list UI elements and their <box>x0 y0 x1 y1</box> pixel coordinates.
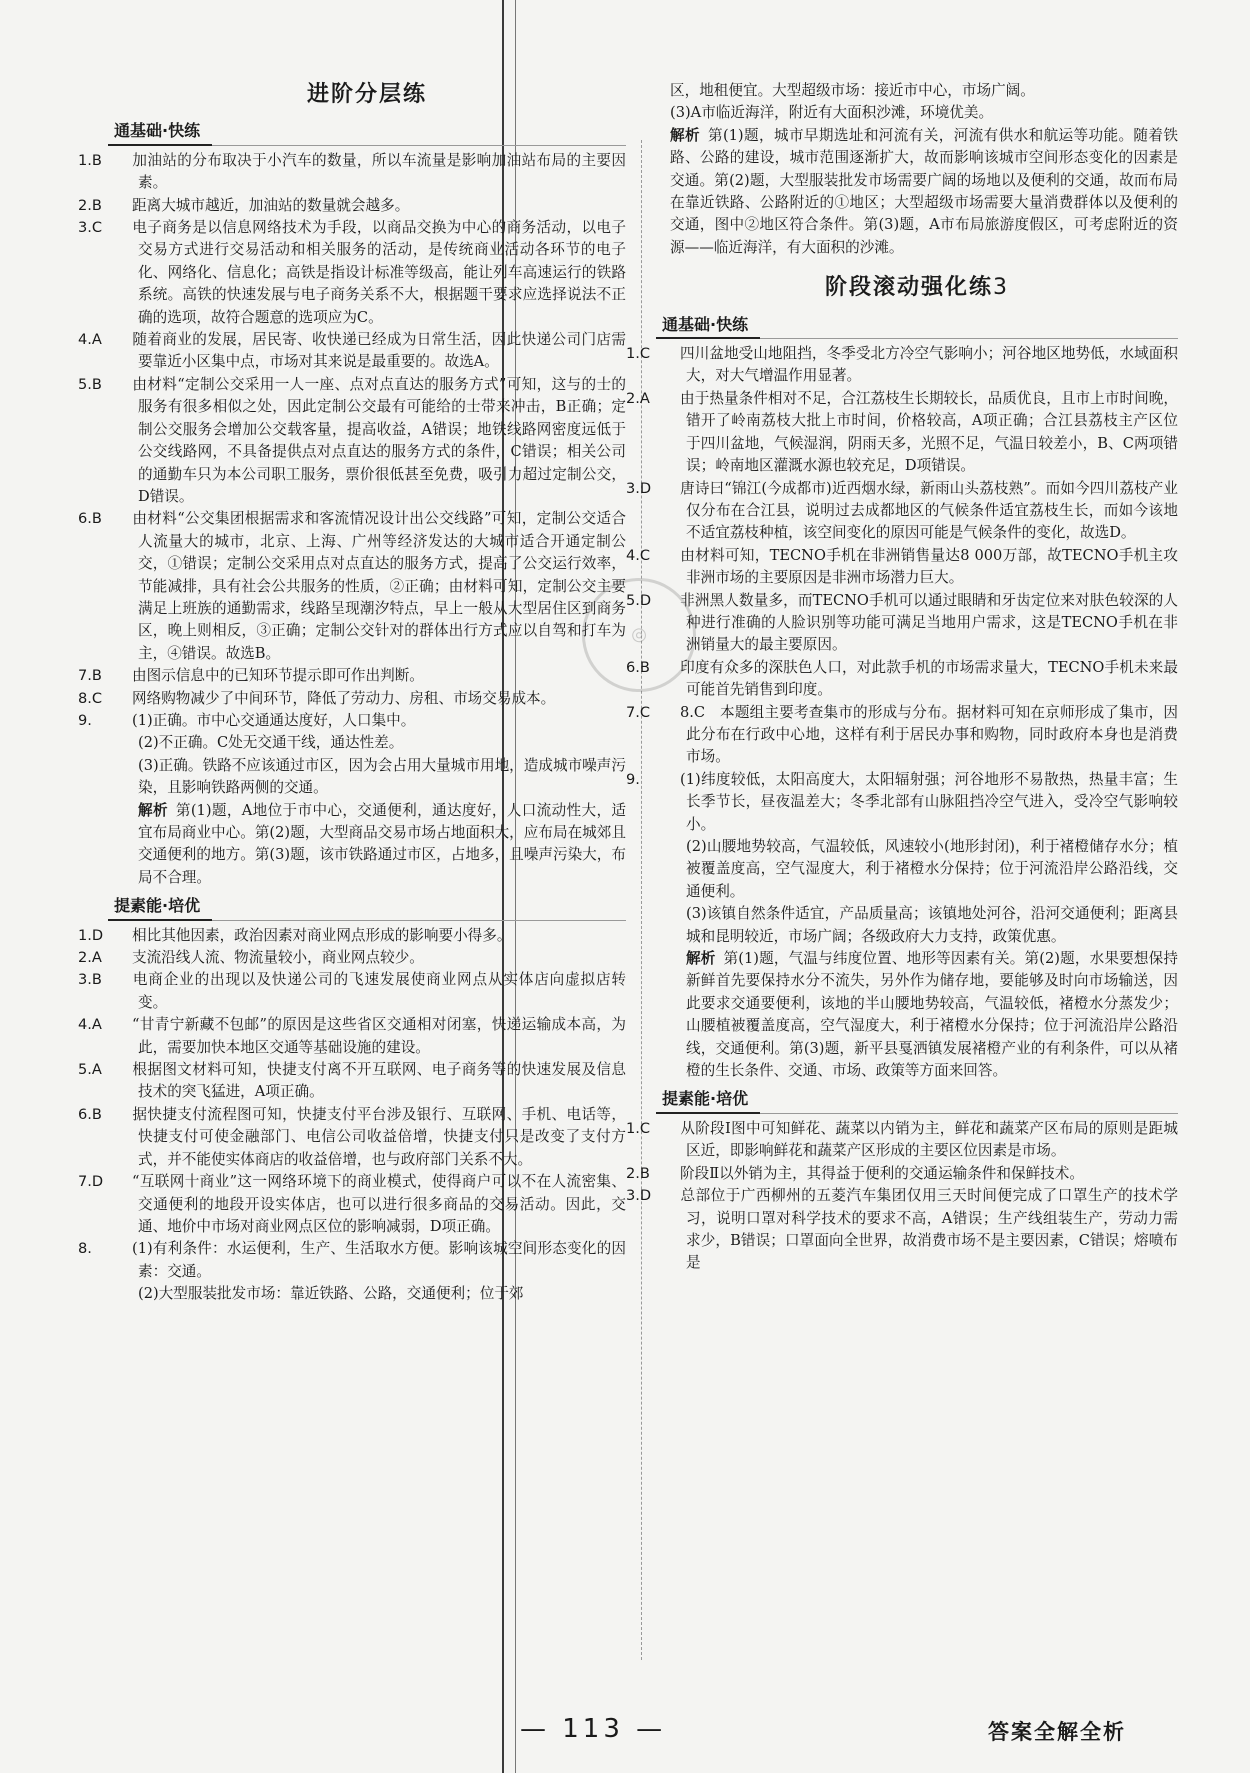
answer-key: 4.C <box>626 546 651 564</box>
answer-text: 网络购物减少了中间环节，降低了劳动力、房租、市场交易成本。 <box>132 689 556 707</box>
answer-text: 加油站的分布取决于小汽车的数量，所以车流量是影响加油站布局的主要因素。 <box>132 151 626 192</box>
answer-item <box>78 1014 626 1059</box>
left-column <box>78 80 626 1306</box>
answer-list-advanced-left <box>78 925 626 1284</box>
answer-item <box>78 508 626 665</box>
analysis-text: 第(1)题，城市早期选址和河流有关，河流有供水和航运等功能。随着铁路、公路的建设，城市范围逐渐扩大，故而影响该城市空间形态变化的因素是交通。第(2)题，大型服装批发市场需要广阔的场地以及便利的交通，故而布局在靠近铁路、公路附近的①地区；大型超级市场需要大量消费群体以及便利的交通，图中②地区符合条件。第(3)题，A市布局旅游度假区，可考虑附近的资源——临近海洋，有大面积的沙滩。 <box>670 126 1178 256</box>
answer-key: 4.A <box>78 331 102 349</box>
answer-text: 四川盆地受山地阻挡，冬季受北方冷空气影响小；河谷地区地势低，水域面积大，对大气增温作用显著。 <box>680 345 1178 385</box>
answer-text: 总部位于广西柳州的五菱汽车集团仅用三天时间便完成了口罩生产的技术学习，说明口罩对科学技术的要求不高，A错误；生产线组装生产，劳动力需求少，B错误；口罩面向全世界，故消费市场不是主要因素，C错误；熔喷布是 <box>680 1187 1178 1272</box>
watermark-stamp: ◎ <box>571 567 706 702</box>
answer-item <box>78 925 626 947</box>
answer-text: 支流沿线人流、物流量较小，商业网点较少。 <box>132 949 424 967</box>
answer-item <box>626 1185 1178 1275</box>
right-column <box>626 80 1178 1275</box>
analysis-label: 解析 <box>686 950 716 968</box>
column-divider <box>641 140 642 1660</box>
answer-text: 随着商业的发展，居民寄、收快递已经成为日常生活，因此快递公司门店需要靠近小区集中点，市场对其来说是最重要的。故选A。 <box>132 331 626 371</box>
subsection-advanced-left: 提素能·培优 <box>108 893 626 920</box>
answer-text: 距离大城市越近，加油站的数量就会越多。 <box>132 196 410 214</box>
answer-list-basic-right <box>626 343 1178 836</box>
answer-key: 9. <box>626 770 640 788</box>
answer-key: 9. <box>78 711 92 729</box>
answer-key: 1.C <box>626 1119 651 1137</box>
answer-key: 5.B <box>78 375 102 393</box>
answer-key: 2.B <box>78 196 102 214</box>
answer-key: 3.C <box>78 219 103 237</box>
answer-key: 3.D <box>626 1187 652 1205</box>
answer-key: 6.B <box>626 658 650 676</box>
answer-key: 7.C <box>626 703 651 721</box>
answer-item <box>626 478 1178 545</box>
answer-text: 非洲黑人数量多，而TECNO手机可以通过眼睛和牙齿定位来对肤色较深的人种进行准确的人脸识别等功能可满足当地用户需求，这是TECNO手机在非洲销量大的最主要原因。 <box>680 591 1178 654</box>
answer-text: 由材料可知，TECNO手机在非洲销售量达8 000万部，故TECNO手机主攻非洲市场的主要原因是非洲市场潜力巨大。 <box>680 546 1178 587</box>
answer-text: 唐诗曰“锦江(今成都市)近西烟水绿，新雨山头荔枝熟”。而如今四川荔枝产业仅分布在合江县，说明过去成都地区的气候条件适宜荔枝生长，而如今该地不适宜荔枝种植，该空间变化的原因可能是气候条件的变化，故选D。 <box>680 479 1178 542</box>
answer-item <box>78 329 626 374</box>
answer-text: 据快捷支付流程图可知，快捷支付平台涉及银行、互联网、手机、电话等，快捷支付可使金融部门、电信公司收益倍增，快捷支付只是改变了支付方式，并不能使实体商店的收益倍增，也与政府部门关系不大。 <box>132 1105 626 1168</box>
answer-item <box>78 969 626 1014</box>
footer-tag: 答案全解全析 <box>988 1720 1126 1744</box>
answer-text: “甘青宁新藏不包邮”的原因是这些省区交通相对闭塞，快递运输成本高，为此，需要加快本地区交通等基础设施的建设。 <box>132 1016 626 1056</box>
answer-continuation: (3)该镇自然条件适宜，产品质量高；该镇地处河谷，沿河交通便利；距离县城和昆明较近，市场广阔；各级政府大力支持，政策优惠。 <box>686 905 1178 945</box>
answer-key: 1.D <box>78 926 104 944</box>
answer-text: 阶段Ⅱ以外销为主，其得益于便利的交通运输条件和保鲜技术。 <box>680 1164 1084 1182</box>
page-number: — 113 — <box>520 1714 667 1744</box>
answer-text: (1)正确。市中心交通通达度好，人口集中。 <box>132 711 416 729</box>
subsection-advanced-right: 提素能·培优 <box>656 1086 1178 1113</box>
answer-continuation: (2)不正确。C处无交通干线，通达性差。 <box>138 734 404 752</box>
answer-item <box>626 590 1178 657</box>
subsection-basic-right: 通基础·快练 <box>656 312 1178 339</box>
answer-continuation: (3)正确。铁路不应该通过市区，因为会占用大量城市用地，造成城市噪声污染，且影响铁路两侧的交通。 <box>138 756 626 797</box>
section-title-right <box>656 277 1178 299</box>
answer-continuation: (3)A市临近海洋，附近有大面积沙滩，环境优美。 <box>670 104 994 122</box>
answer-key: 2.A <box>626 389 650 407</box>
answer-key: 7.B <box>78 667 102 685</box>
answer-text: 电商企业的出现以及快递公司的飞速发展使商业网点从实体店向虚拟店转变。 <box>132 971 626 1011</box>
answer-key: 2.A <box>78 949 102 967</box>
section-title-text: 阶段滚动强化练 <box>824 275 993 301</box>
answer-text: (1)有利条件：水运便利，生产、生活取水方便。影响该城空间形态变化的因素：交通。 <box>132 1240 626 1280</box>
section-title-left: 进阶分层练 <box>306 82 427 107</box>
answer-item <box>78 1059 626 1104</box>
answer-text: 由材料“定制公交采用一人一座、点对点直达的服务方式”可知，这与的士的服务有很多相似之处，因此定制公交最有可能给的士带来冲击，B正确；定制公交服务会增加公交载客量，提高收益，A错误；地铁线路网密度远低于公交线路网，不具备提供点对点直达的服务方式的条件，C错误；相关公司的通勤车只为本公司职工服务，票价很低甚至免费，吸引力超过定制公交，D错误。 <box>132 375 626 505</box>
analysis-label: 解析 <box>670 126 700 144</box>
answer-item <box>78 947 626 969</box>
answer-key: 6.B <box>78 510 102 528</box>
answer-text: 根据图文材料可知，快捷支付离不开互联网、电子商务等的快速发展及信息技术的突飞猛进，A项正确。 <box>132 1061 626 1101</box>
answer-item <box>626 545 1178 590</box>
answer-continuation: (2)大型服装批发市场：靠近铁路、公路，交通便利；位于郊 <box>138 1285 524 1303</box>
answer-key: 3.D <box>626 479 652 497</box>
answer-item <box>626 388 1178 478</box>
answer-item <box>626 769 1178 836</box>
answer-text: 相比其他因素，政治因素对商业网点形成的影响要小得多。 <box>132 926 512 944</box>
analysis-block <box>656 948 1178 1082</box>
answer-key: 8. <box>78 1240 92 1258</box>
answer-item <box>78 1238 626 1283</box>
answer-item <box>78 150 626 195</box>
answer-list-basic-left <box>78 150 626 733</box>
answer-item <box>626 702 1178 769</box>
answer-text: (1)纬度较低，太阳高度大，太阳辐射强；河谷地形不易散热，热量丰富；生长季节长，昼夜温差大；冬季北部有山脉阻挡冷空气进入，受冷空气影响较小。 <box>680 770 1178 833</box>
answer-text: 由图示信息中的已知环节提示即可作出判断。 <box>132 667 424 685</box>
answer-list-advanced-right <box>626 1118 1178 1275</box>
answer-item <box>626 343 1178 388</box>
analysis-label: 解析 <box>138 801 168 819</box>
answer-item <box>78 1104 626 1171</box>
analysis-block <box>108 800 626 890</box>
answer-text: “互联网十商业”这一网络环境下的商业模式，使得商户可以不在人流密集、交通便利的地段开设实体店，也可以进行很多商品的交易活动。因此，交通、地价中市场对商业网点区位的影响减弱，D项正确。 <box>132 1173 626 1235</box>
answer-text: 由于热量条件相对不足，合江荔枝生长期较长，品质优良，且市上市时间晚，错开了岭南荔枝大批上市时间，价格较高，A项正确；合江县荔枝主产区位于四川盆地，气候湿润，阴雨天多，光照不足，气温日较差小，B、C两项错误；岭南地区灌溉水源也较充足，D项错误。 <box>680 389 1178 475</box>
answer-key: 1.C <box>626 345 651 363</box>
answer-item <box>78 217 626 329</box>
subsection-basic-left: 通基础·快练 <box>108 118 626 145</box>
answer-item <box>626 1163 1178 1185</box>
answer-item <box>78 710 626 732</box>
answer-key: 5.D <box>626 591 652 609</box>
analysis-text: 第(1)题，A地位于市中心，交通便利，通达度好，人口流动性大，适宜布局商业中心。第(2)题，大型商品交易市场占地面积大，应布局在城郊且交通便利的地方。第(3)题，该市铁路通过市区，占地多，且噪声污染大，布局不合理。 <box>138 801 626 886</box>
answer-key: 6.B <box>78 1105 102 1123</box>
answer-continuation: 区，地租便宜。大型超级市场：接近市中心，市场广阔。 <box>670 82 1035 99</box>
answer-key: 8.C <box>78 689 103 707</box>
answer-item <box>78 665 626 687</box>
answer-text: 印度有众多的深肤色人口，对此款手机的市场需求量大，TECNO手机未来最可能首先销售到印度。 <box>680 658 1178 699</box>
answer-key: 2.B <box>626 1164 650 1182</box>
answer-item <box>78 195 626 217</box>
answer-key: 4.A <box>78 1016 102 1034</box>
answer-item <box>626 1118 1178 1163</box>
answer-item <box>78 688 626 710</box>
answer-item <box>78 1171 626 1238</box>
answer-key: 7.D <box>78 1173 104 1191</box>
answer-text: 8.C 本题组主要考查集市的形成与分布。据材料可知在京师形成了集市，因此分布在行政中心地，这样有利于居民办事和购物，同时政府本身也是消费市场。 <box>680 703 1178 766</box>
answer-text: 由材料“公交集团根据需求和客流情况设计出公交线路”可知，定制公交适合人流量大的城市，北京、上海、广州等经济发达的大城市适合开通定制公交，①错误；定制公交采用点对点直达的服务方式，提高了公交运行效率，节能减排，具有社会公共服务的性质，②正确；由材料可知，定制公交主要满足上班族的通勤需求，线路呈现潮汐特点，早上一般从大型居住区到商务区，晚上则相反，③正确；定制公交针对的群体出行方式应以自驾和打车为主，④错误。故选B。 <box>132 510 626 662</box>
section-title-number: 3 <box>993 275 1009 301</box>
answer-item <box>626 657 1178 702</box>
answer-text: 电子商务是以信息网络技术为手段，以商品交换为中心的商务活动，以电子交易方式进行交易活动和相关服务的活动，是传统商业活动各环节的电子化、网络化、信息化；高铁是指设计标准等级高，能让列车高速运行的铁路系统。高铁的快速发展与电子商务关系不大，根据题干要求应选择说法不正确的选项，故符合题意的选项应为C。 <box>132 219 626 326</box>
analysis-block <box>656 125 1178 259</box>
answer-key: 1.B <box>78 151 102 169</box>
answer-key: 3.B <box>78 971 102 989</box>
answer-key: 5.A <box>78 1061 102 1079</box>
answer-text: 从阶段Ⅰ图中可知鲜花、蔬菜以内销为主，鲜花和蔬菜产区布局的原则是距城区近，即影响鲜花和蔬菜产区形成的主要区位因素是市场。 <box>680 1119 1178 1160</box>
answer-item <box>78 374 626 508</box>
analysis-text: 第(1)题，气温与纬度位置、地形等因素有关。第(2)题，水果要想保持新鲜首先要保持水分不流失，另外作为储存地，要能够及时向市场输送，因此要求交通要便利，该地的半山腰地势较高，气温较低，褚橙水分蒸发少；山腰植被覆盖度高，空气湿度大，利于褚橙水分保持；位于河流沿岸公路沿线，交通便利。第(3)题，新平县戛洒镇发展褚橙产业的有利条件，可以从褚橙的生长条件、交通、市场、政策等方面来回答。 <box>686 950 1178 1080</box>
answer-continuation: (2)山腰地势较高，气温较低，风速较小(地形封闭)，利于褚橙储存水分；植被覆盖度高，空气湿度大，利于褚橙水分保持；位于河流沿岸公路沿线，交通便利。 <box>686 838 1178 900</box>
